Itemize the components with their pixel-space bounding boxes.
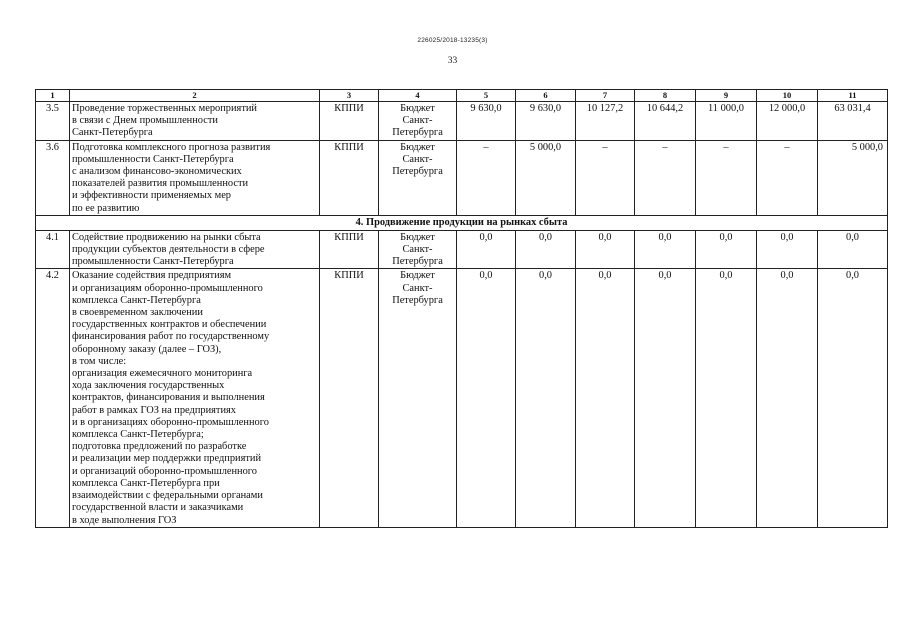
value-cell: 0,0: [635, 230, 696, 269]
description-line: продукции субъектов деятельности в сфере: [72, 244, 265, 256]
table-row: [36, 140, 888, 215]
column-header: 9: [696, 90, 757, 102]
column-header: 7: [576, 90, 635, 102]
source-line: Петербурга: [392, 166, 443, 178]
row-number: 3.6: [36, 140, 70, 215]
table-header-row: [36, 90, 888, 102]
row-executor: КППИ: [320, 140, 379, 215]
description-line: в своевременном заключении: [72, 307, 203, 319]
description-line: контрактов, финансирования и выполнения: [72, 392, 265, 404]
source-line: Санкт-: [402, 244, 433, 256]
description-line: организация ежемесячного мониторинга: [72, 368, 253, 380]
value-cell: 0,0: [757, 230, 818, 269]
value-cell: 0,0: [635, 269, 696, 527]
column-header: 3: [320, 90, 379, 102]
source-line: Петербурга: [392, 256, 443, 268]
section-title: 4. Продвижение продукции на рынках сбыта: [36, 215, 888, 230]
page-number: 33: [447, 56, 458, 66]
value-cell: 0,0: [696, 230, 757, 269]
description-line: с анализом финансово-экономических: [72, 166, 242, 178]
source-line: Бюджет: [400, 103, 435, 114]
value-cell: –: [696, 140, 757, 215]
description-line: государственных контрактов и обеспечении: [72, 319, 267, 331]
value-cell: 0,0: [457, 230, 516, 269]
description-line: оборонному заказу (далее – ГОЗ),: [72, 343, 222, 355]
source-line: Бюджет: [400, 141, 435, 153]
source-line: Бюджет: [400, 270, 435, 282]
source-line: Петербурга: [392, 294, 443, 306]
row-description: [70, 102, 320, 141]
description-line: по ее развитию: [72, 202, 140, 214]
description-line: Подготовка комплексного прогноза развития: [72, 141, 271, 153]
value-cell: 0,0: [757, 269, 818, 527]
description-line: в том числе:: [72, 355, 127, 367]
value-cell: 0,0: [576, 230, 635, 269]
column-header: 5: [457, 90, 516, 102]
row-description: [70, 230, 320, 269]
value-cell: 0,0: [576, 269, 635, 527]
source-line: Санкт-: [402, 115, 433, 127]
column-header: 4: [379, 90, 457, 102]
row-funding-source: [379, 140, 457, 215]
row-description: [70, 269, 320, 527]
description-line: и эффективности применяемых мер: [72, 190, 232, 202]
value-cell: 0,0: [696, 269, 757, 527]
column-header: 1: [36, 90, 70, 102]
description-line: Содействие продвижению на рынки сбыта: [72, 231, 261, 243]
description-line: комплекса Санкт-Петербурга;: [72, 429, 204, 441]
column-header: 2: [70, 90, 320, 102]
value-cell: –: [635, 140, 696, 215]
description-line: взаимодействии с федеральными органами: [72, 490, 263, 502]
description-line: и организациям оборонно-промышленного: [72, 282, 263, 294]
value-cell: 0,0: [516, 269, 576, 527]
row-executor: КППИ: [320, 230, 379, 269]
description-line: работ в рамках ГОЗ на предприятиях: [72, 404, 236, 416]
document-id: 226025/2018-13235(3): [417, 37, 488, 44]
row-number: 3.5: [36, 102, 70, 141]
value-cell: 10 644,2: [635, 102, 696, 141]
program-table: [35, 89, 888, 528]
description-line: показателей развития промышленности: [72, 178, 249, 190]
value-cell: 9 630,0: [457, 102, 516, 141]
column-header: 6: [516, 90, 576, 102]
row-funding-source: [379, 230, 457, 269]
column-header: 8: [635, 90, 696, 102]
row-number: 4.1: [36, 230, 70, 269]
value-cell: 5 000,0: [818, 140, 888, 215]
value-cell: –: [457, 140, 516, 215]
description-line: Санкт-Петербурга: [72, 127, 153, 139]
value-cell: 0,0: [516, 230, 576, 269]
row-executor: КППИ: [320, 102, 379, 141]
table-row: [36, 230, 888, 269]
value-cell: 10 127,2: [576, 102, 635, 141]
description-line: в связи с Днем промышленности: [72, 115, 218, 127]
description-line: комплекса Санкт-Петербурга при: [72, 477, 220, 489]
value-cell: 0,0: [818, 230, 888, 269]
description-line: промышленности Санкт-Петербурга: [72, 153, 234, 165]
description-line: и в организациях оборонно-промышленного: [72, 416, 269, 428]
description-line: комплекса Санкт-Петербурга: [72, 294, 201, 306]
source-line: Петербурга: [392, 127, 443, 139]
value-cell: 63 031,4: [818, 102, 888, 141]
column-header: 10: [757, 90, 818, 102]
source-line: Санкт-: [402, 153, 433, 165]
value-cell: 11 000,0: [696, 102, 757, 141]
column-header: 11: [818, 90, 888, 102]
description-line: и реализации мер поддержки предприятий: [72, 453, 262, 465]
value-cell: 9 630,0: [516, 102, 576, 141]
row-funding-source: [379, 102, 457, 141]
description-line: промышленности Санкт-Петербурга: [72, 256, 234, 268]
description-line: финансирования работ по государственному: [72, 331, 270, 343]
value-cell: 0,0: [818, 269, 888, 527]
source-line: Бюджет: [400, 231, 435, 243]
row-number: 4.2: [36, 269, 70, 527]
description-line: в ходе выполнения ГОЗ: [72, 514, 177, 526]
description-line: и организаций оборонно-промышленного: [72, 465, 258, 477]
value-cell: –: [576, 140, 635, 215]
description-line: подготовка предложений по разработке: [72, 441, 247, 453]
value-cell: 0,0: [457, 269, 516, 527]
value-cell: 5 000,0: [516, 140, 576, 215]
description-line: Оказание содействия предприятиям: [72, 270, 232, 282]
table-row: [36, 102, 888, 141]
value-cell: 12 000,0: [757, 102, 818, 141]
value-cell: –: [757, 140, 818, 215]
description-line: хода заключения государственных: [72, 380, 225, 392]
table-row: [36, 269, 888, 527]
description-line: государственной власти и заказчиками: [72, 502, 244, 514]
row-description: [70, 140, 320, 215]
row-executor: КППИ: [320, 269, 379, 527]
section-row: [36, 215, 888, 230]
row-funding-source: [379, 269, 457, 527]
source-line: Санкт-: [402, 282, 433, 294]
description-line: Проведение торжественных мероприятий: [72, 103, 257, 114]
